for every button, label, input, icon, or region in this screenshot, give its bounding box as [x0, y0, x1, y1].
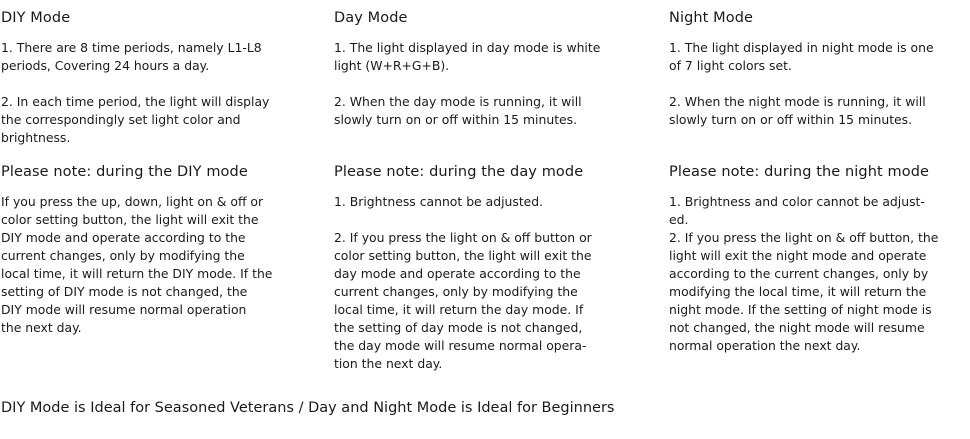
day-mode-note-point-2: 2. If you press the light on & off button or color setting button, the light will exit the day mode and operate according to the current changes, only by modifying the local time, it will return the day mode. If the setting of day mode is not changed, the day mode will resume normal opera- tion the next day.: [334, 230, 592, 371]
diy-mode-note-title: Please note: during the DIY mode: [1, 164, 248, 180]
diy-mode-title: DIY Mode: [1, 10, 71, 26]
night-mode-note-point-2: 2. If you press the light on & off button, the light will exit the night mode and operate according to the current changes, only by modifying the local time, it will return the night mode. If the setting of night mode is not changed, the night mode will resume normal operation the next day.: [669, 230, 939, 353]
night-mode-note-title: Please note: during the night mode: [669, 164, 930, 180]
day-mode-point-1: 1. The light displayed in day mode is white light (W+R+G+B).: [334, 40, 601, 73]
day-mode-title: Day Mode: [334, 10, 408, 26]
night-mode-title: Night Mode: [669, 10, 754, 26]
night-mode-point-2: 2. When the night mode is running, it will slowly turn on or off within 15 minutes.: [669, 94, 926, 127]
night-mode-note-point-1: 1. Brightness and color cannot be adjust- ed.: [669, 194, 925, 227]
day-mode-note-point-1: 1. Brightness cannot be adjusted.: [334, 194, 544, 209]
day-mode-note-title: Please note: during the day mode: [334, 164, 584, 180]
footer-summary: DIY Mode is Ideal for Seasoned Veterans / Day and Night Mode is Ideal for Beginners: [1, 400, 615, 416]
day-mode-point-2: 2. When the day mode is running, it will slowly turn on or off within 15 minutes.: [334, 94, 582, 127]
diy-mode-point-1: 1. There are 8 time periods, namely L1-L8 periods, Covering 24 hours a day.: [1, 40, 262, 73]
diy-mode-note-text: If you press the up, down, light on & off or color setting button, the light will exit the DIY mode and operate according to the current changes, only by modifying the local time, it will return the DIY mode. If the setting of DIY mode is not changed, the DIY mode will resume normal operation the next day.: [1, 194, 273, 335]
night-mode-point-1: 1. The light displayed in night mode is one of 7 light colors set.: [669, 40, 934, 73]
diy-mode-point-2: 2. In each time period, the light will display the correspondingly set light color and brightness.: [1, 94, 270, 145]
